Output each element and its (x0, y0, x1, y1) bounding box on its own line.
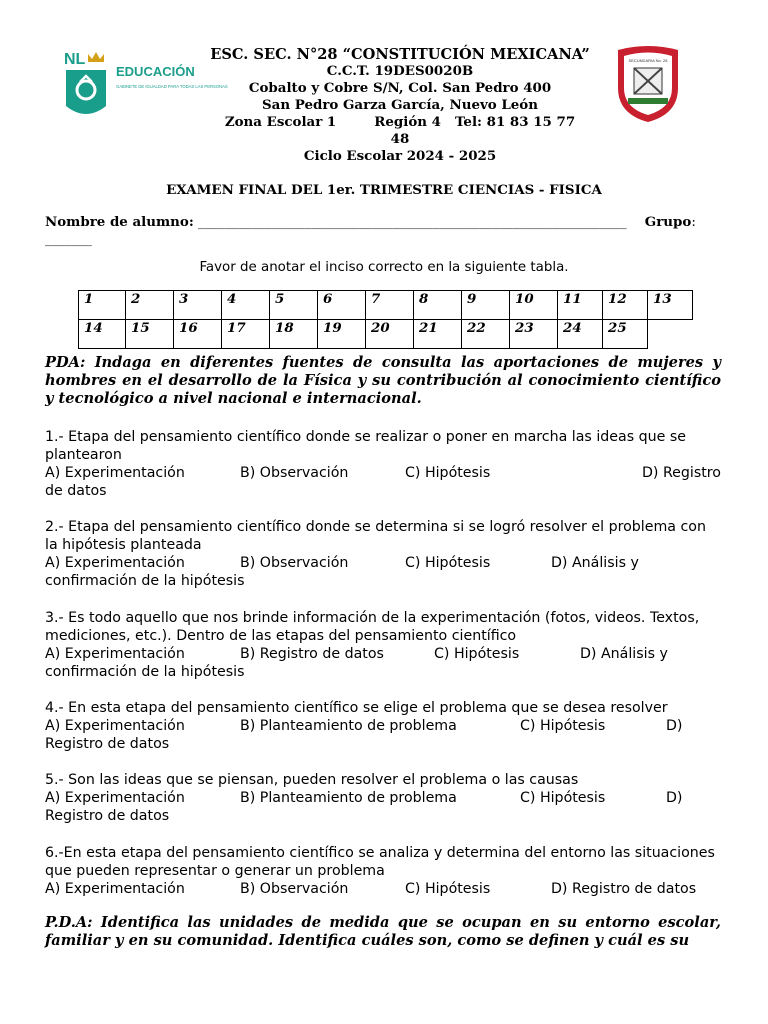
question-text: 1.- Etapa del pensamiento científico donde se realizar o poner en marcha las ideas que se plantearon (45, 429, 686, 463)
option-c[interactable]: C) Hipótesis (434, 646, 520, 662)
school-zone-row (200, 114, 600, 131)
answer-cell[interactable]: 8 (414, 291, 462, 320)
answer-cell[interactable]: 6 (318, 291, 366, 320)
answer-cell[interactable]: 17 (222, 320, 270, 349)
answer-cell[interactable]: 13 (648, 291, 693, 320)
option-d-continued: de datos (45, 483, 107, 499)
question-3 (45, 609, 721, 681)
pda-statement-2: P.D.A: Identifica las unidades de medida que se ocupan en su entorno escolar, familiar y en su comunidad. Identifica cuáles son, como se definen y cuál es su (45, 914, 721, 949)
name-label: Nombre de alumno: (45, 214, 194, 230)
option-a[interactable]: A) Experimentación (45, 790, 185, 806)
logo-text: EDUCACIÓN (116, 64, 195, 79)
group-colon: : (691, 215, 696, 230)
answer-cell[interactable]: 24 (558, 320, 603, 349)
answer-cell[interactable]: 1 (79, 291, 126, 320)
question-text: 2.- Etapa del pensamiento científico donde se determina si se logró resolver el problema con la hipótesis planteada (45, 519, 706, 553)
question-options (45, 717, 721, 735)
answer-cell[interactable]: 5 (270, 291, 318, 320)
school-zone: Zona Escolar 1 (224, 114, 337, 130)
question-5 (45, 771, 721, 825)
answer-cell[interactable]: 12 (603, 291, 648, 320)
school-address-line1: Cobalto y Cobre S/N, Col. San Pedro 400 (248, 80, 552, 96)
option-d-continued: Registro de datos (45, 808, 170, 824)
answer-cell[interactable]: 21 (414, 320, 462, 349)
table-instruction: Favor de anotar el inciso correcto en la siguiente tabla. (199, 260, 569, 275)
question-1 (45, 428, 721, 500)
answer-cell[interactable]: 11 (558, 291, 603, 320)
answer-cell[interactable]: 15 (126, 320, 174, 349)
answer-table (78, 290, 693, 349)
answer-cell[interactable]: 10 (510, 291, 558, 320)
question-text: 5.- Son las ideas que se piensan, pueden resolver el problema o las causas (45, 772, 579, 788)
option-d[interactable]: D) Análisis y (551, 555, 639, 571)
option-a[interactable]: A) Experimentación (45, 646, 185, 662)
option-d-continued: confirmación de la hipótesis (45, 664, 245, 680)
school-region: Región 4 (374, 114, 441, 130)
answer-cell[interactable]: 2 (126, 291, 174, 320)
group-field[interactable]: _______ (45, 232, 92, 247)
answer-cell[interactable]: 19 (318, 320, 366, 349)
answer-cell[interactable]: 7 (366, 291, 414, 320)
name-field[interactable]: ________________________________________________________________ (198, 215, 627, 230)
school-seal-logo (614, 44, 682, 124)
answer-cell[interactable]: 25 (603, 320, 648, 349)
answer-cell[interactable]: 3 (174, 291, 222, 320)
option-c[interactable]: C) Hipótesis (405, 881, 491, 897)
question-text: 3.- Es todo aquello que nos brinde información de la experimentación (fotos, videos. Textos, mediciones, etc.). Dentro de las etapas del pensamiento científico (45, 610, 700, 644)
school-header (200, 46, 600, 165)
question-4 (45, 699, 721, 753)
question-text: 4.- En esta etapa del pensamiento científico se elige el problema que se desea resolver (45, 700, 668, 716)
answer-cell[interactable]: 18 (270, 320, 318, 349)
answer-cell[interactable]: 14 (79, 320, 126, 349)
option-d[interactable]: D) (666, 790, 683, 806)
option-a[interactable]: A) Experimentación (45, 555, 185, 571)
answer-cell-empty (648, 320, 693, 349)
answer-cell[interactable]: 9 (462, 291, 510, 320)
school-cct: C.C.T. 19DES0020B (326, 63, 474, 79)
question-6 (45, 844, 721, 898)
answer-row-2 (79, 320, 693, 349)
option-d[interactable]: D) Registro de datos (551, 881, 697, 897)
logo-brand: NL (64, 51, 86, 68)
school-phone: Tel: 81 83 15 77 (455, 114, 576, 130)
answer-row-1 (79, 291, 693, 320)
option-c[interactable]: C) Hipótesis (520, 718, 606, 734)
question-2 (45, 518, 721, 590)
answer-cell[interactable]: 16 (174, 320, 222, 349)
school-name: ESC. SEC. N°28 “CONSTITUCIÓN MEXICANA” (210, 46, 590, 63)
crown-icon (88, 52, 104, 62)
option-d[interactable]: D) Análisis y (580, 646, 668, 662)
option-c[interactable]: C) Hipótesis (520, 790, 606, 806)
student-info (45, 214, 721, 248)
exam-title: EXAMEN FINAL DEL 1er. TRIMESTRE CIENCIAS - FISICA (166, 182, 602, 198)
question-text: 6.-En esta etapa del pensamiento científico se analiza y determina del entorno las situaciones que pueden representar o generar un problema (45, 845, 715, 879)
option-b[interactable]: B) Observación (240, 465, 349, 481)
option-d[interactable]: D) (666, 718, 683, 734)
question-options (45, 789, 721, 807)
answer-cell[interactable]: 4 (222, 291, 270, 320)
option-c[interactable]: C) Hipótesis (405, 465, 491, 481)
option-d-continued: Registro de datos (45, 736, 170, 752)
pda-statement-1: PDA: Indaga en diferentes fuentes de consulta las aportaciones de mujeres y hombres en el desarrollo de la Física y su contribución al conocimiento científico y tecnológico a nivel nacional e internacional. (45, 354, 721, 407)
option-d-continued: confirmación de la hipótesis (45, 573, 245, 589)
option-c[interactable]: C) Hipótesis (405, 555, 491, 571)
option-a[interactable]: A) Experimentación (45, 465, 185, 481)
question-options (45, 645, 721, 663)
option-b[interactable]: B) Registro de datos (240, 646, 384, 662)
option-a[interactable]: A) Experimentación (45, 718, 185, 734)
school-address-line2: San Pedro Garza García, Nuevo León (262, 97, 538, 113)
logo-subtext: GABINETE DE IGUALDAD PARA TODAS LAS PERSONAS (116, 84, 228, 89)
school-cycle: Ciclo Escolar 2024 - 2025 (303, 148, 497, 164)
seal-text: SECUNDARIA No. 28 (628, 58, 668, 63)
option-b[interactable]: B) Observación (240, 555, 349, 571)
option-a[interactable]: A) Experimentación (45, 881, 185, 897)
question-options (45, 464, 721, 482)
option-b[interactable]: B) Planteamiento de problema (240, 718, 457, 734)
education-logo (62, 48, 228, 122)
answer-cell[interactable]: 20 (366, 320, 414, 349)
answer-cell[interactable]: 22 (462, 320, 510, 349)
option-b[interactable]: B) Planteamiento de problema (240, 790, 457, 806)
question-options (45, 880, 721, 898)
group-label: Grupo (644, 214, 692, 230)
question-options (45, 554, 721, 572)
option-d[interactable]: D) Registro (641, 465, 721, 481)
answer-cell[interactable]: 23 (510, 320, 558, 349)
school-phone-cont: 48 (390, 131, 410, 147)
option-b[interactable]: B) Observación (240, 881, 349, 897)
